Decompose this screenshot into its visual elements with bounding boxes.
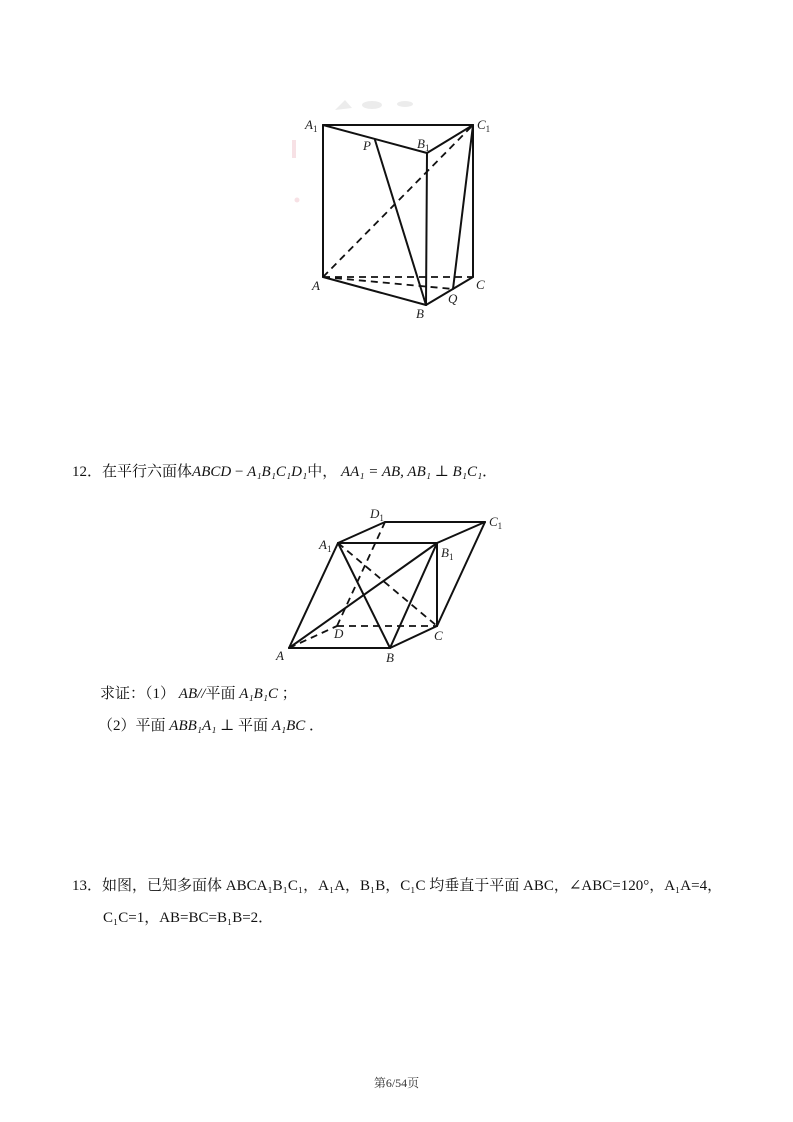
problem-text: ；: [281, 686, 297, 702]
math-expr: −: [231, 464, 248, 480]
problem-12-part1: [100, 684, 297, 704]
math-condition: AA₁ = AB, AB₁ ⊥ B₁C₁: [340, 464, 483, 480]
label-Q: Q: [448, 291, 458, 306]
problem-text: 平面: [237, 718, 268, 734]
math-expr: A₁B₁C: [239, 686, 278, 702]
label-A1: $A_1$: [319, 537, 332, 554]
label-A: A: [312, 278, 320, 293]
problem-text: C₁C=1，AB=BC=B₁B=2．: [103, 910, 274, 926]
problem-text: 如图，已知多面体 ABCA₁B₁C₁，A₁A，B₁B，C₁C 均垂直于平面 ABC，∠ABC=120°，A₁A=4，: [102, 878, 723, 894]
label-C: C: [434, 628, 443, 643]
label-D: D: [334, 626, 344, 641]
label-A: A: [276, 648, 284, 663]
label-A1: $A_1$: [305, 117, 318, 134]
math-expr: ⊥: [216, 718, 238, 734]
prove-label: 求证：: [100, 686, 146, 702]
problem-12-part2: [98, 716, 324, 736]
part-number: （1）: [145, 686, 176, 702]
problem-number: 13．: [72, 878, 103, 894]
label-B1: $B_1$: [417, 136, 430, 153]
label-D1: $D_1$: [370, 506, 384, 523]
problem-13-line1: [72, 876, 722, 896]
label-C: C: [476, 277, 485, 292]
problem-text: ．: [482, 464, 498, 480]
problem-text: 平面: [135, 718, 166, 734]
math-expr: AB//: [178, 686, 206, 702]
math-expr: A₁B₁C₁D₁: [247, 464, 308, 480]
label-C1: $C_1$: [489, 514, 503, 531]
page-number: 第6/54页: [373, 1076, 420, 1090]
problem-text: 在平行六面体: [102, 464, 193, 480]
problem-text: ．: [309, 718, 325, 734]
math-expr: ABCD: [192, 464, 232, 480]
part-number: （2）: [98, 718, 136, 734]
label-B: B: [416, 306, 424, 321]
label-P: P: [363, 138, 371, 153]
label-B1: $B_1$: [441, 545, 454, 562]
label-C1: $C_1$: [477, 117, 491, 134]
problem-text: 平面: [205, 686, 236, 702]
problem-13-line2: [103, 908, 273, 928]
math-expr: A₁BC: [271, 718, 306, 734]
problem-number: 12．: [72, 464, 103, 480]
problem-text: 中，: [307, 464, 338, 480]
label-B: B: [386, 650, 394, 665]
math-expr: ABB₁A₁: [169, 718, 217, 734]
